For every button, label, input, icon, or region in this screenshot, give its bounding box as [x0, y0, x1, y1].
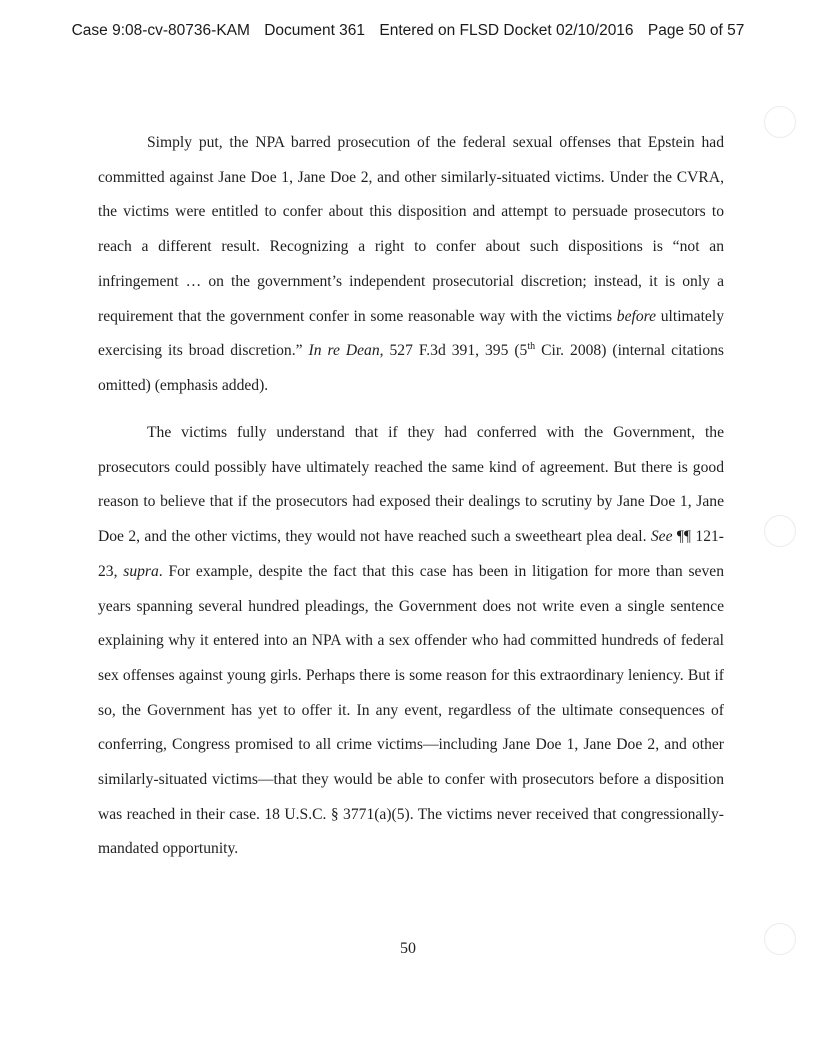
scan-hole-mark — [764, 106, 796, 138]
body-paragraph — [98, 126, 724, 404]
italic-text: In re Dean — [308, 342, 380, 360]
body-paragraph — [98, 416, 724, 867]
paragraph-text: Cir. 2008) (internal citations omitted) (emphasis added). — [98, 342, 724, 394]
docket-entry-date: Entered on FLSD Docket 02/10/2016 — [379, 22, 634, 39]
paragraph-text: . For example, despite the fact that this case has been in litigation for more than seven years spanning several hundred pleadings, the Government does not write even a single sentence explaining why it entered into an NPA with a sex offender who had committed hundreds of federal sex offenses against young girls. Perhaps there is some reason for this extraordinary leniency. But if so, the Government has yet to offer it. In any event, regardless of the ultimate consequences of conferring, Congress promised to all crime victims—including Jane Doe 1, Jane Doe 2, and other similarly-situated victims—that they would be able to confer with prosecutors before a disposition was reached in their case. 18 U.S.C. § 3771(a)(5). The victims never received that congressionally-mandated opportunity. — [98, 562, 724, 858]
italic-text: supra — [123, 562, 159, 580]
page-number: 50 — [400, 940, 416, 957]
paragraph-text: The victims fully understand that if they had conferred with the Government, the prosecutors could possibly have ultimately reached the same kind of agreement. But there is good reason to believe that if the prosecutors had exposed their dealings to scrutiny by Jane Doe 1, Jane Doe 2, and the other victims, they would not have reached such a sweetheart plea deal. — [98, 424, 724, 546]
docket-header — [0, 22, 816, 40]
document-body — [98, 126, 724, 867]
superscript-text: th — [527, 341, 536, 353]
scan-hole-mark — [764, 923, 796, 955]
italic-text: before — [616, 307, 657, 325]
italic-text: See — [650, 528, 673, 546]
paragraph-text: ultimately exercising its broad discretion.” — [98, 307, 724, 360]
paragraph-text: Simply put, the NPA barred prosecution of the federal sexual offenses that Epstein had committed against Jane Doe 1, Jane Doe 2, and other similarly-situated victims. Under the CVRA, the victims were entitled to confer about this disposition and attempt to persuade prosecutors to reach a different result. Recognizing a right to confer about such dispositions is “not an infringement … on the government’s independent prosecutorial discretion; instead, it is only a requirement that the government confer in some reasonable way with the victims — [98, 134, 724, 325]
paragraph-text: ¶¶ 121-23, — [98, 528, 724, 580]
paragraph-text: , 527 F.3d 391, 395 (5 — [379, 342, 528, 360]
case-number: Case 9:08-cv-80736-KAM — [71, 22, 250, 39]
document-number: Document 361 — [264, 22, 366, 39]
scan-hole-mark — [764, 515, 796, 547]
page-of-total: Page 50 of 57 — [647, 22, 745, 39]
